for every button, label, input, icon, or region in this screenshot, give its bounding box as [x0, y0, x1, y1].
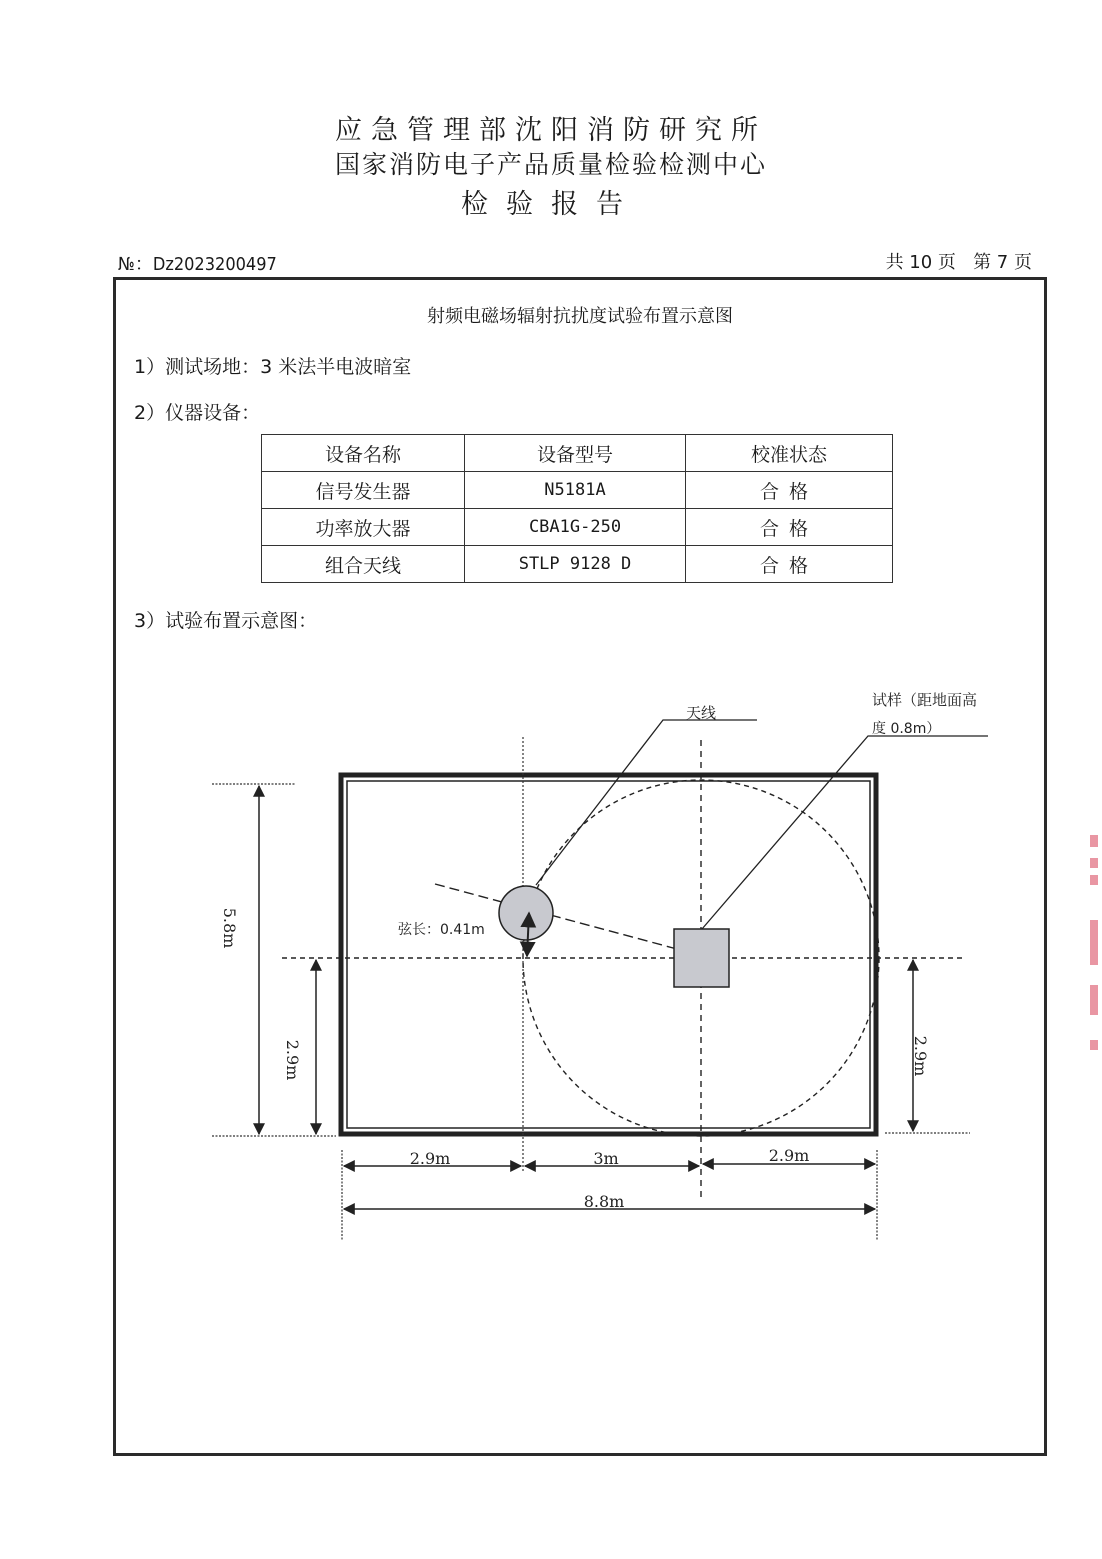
chamber-outline [341, 775, 876, 1134]
test-site-item: 1）测试场地：3 米法半电波暗室 [134, 356, 412, 378]
device-name: 组合天线 [262, 546, 465, 583]
seal-stamp-fragment [1090, 985, 1098, 1015]
seal-stamp-fragment [1090, 858, 1098, 868]
dim-width-mid-label: 3m [593, 1149, 619, 1168]
seal-stamp-fragment [1090, 875, 1098, 885]
sample-leader-line [702, 736, 988, 929]
antenna-beam-axis [435, 884, 703, 956]
chord-length-label: 弦长：0.41m [398, 922, 485, 938]
dim-width-right-label: 2.9m [768, 1146, 810, 1165]
device-name: 信号发生器 [262, 472, 465, 509]
dim-height-left-label: 2.9m [283, 1039, 302, 1081]
page-info: 共 10 页 第 7 页 [885, 252, 1032, 273]
sample-label-line-2: 度 0.8m） [872, 721, 941, 737]
report-number-label: №： [118, 254, 153, 275]
equipment-item: 2）仪器设备： [134, 402, 261, 424]
header-calibration-status: 校准状态 [686, 435, 893, 472]
calibration-status: 合格 [686, 509, 893, 546]
layout-diagram-item: 3）试验布置示意图： [134, 610, 318, 632]
organization-name: 应急管理部沈阳消防研究所 [335, 115, 767, 146]
dim-width-left-label: 2.9m [409, 1149, 451, 1168]
device-model: N5181A [465, 472, 686, 509]
calibration-status: 合格 [686, 472, 893, 509]
header-device-model: 设备型号 [465, 435, 686, 472]
sample-icon [674, 929, 729, 987]
calibration-status: 合格 [686, 546, 893, 583]
dim-width-total-label: 8.8m [583, 1192, 625, 1211]
dim-height-right-label: 2.9m [911, 1035, 930, 1077]
antenna-leader-line [536, 720, 757, 885]
sheet-title: 射频电磁场辐射抗扰度试验布置示意图 [427, 306, 733, 327]
seal-stamp-fragment [1090, 1040, 1098, 1050]
seal-stamp-fragment [1090, 835, 1098, 847]
report-title: 检验报告 [461, 189, 641, 220]
antenna-icon [499, 886, 553, 940]
antenna-label: 天线 [686, 704, 717, 722]
device-model: STLP 9128 D [465, 546, 686, 583]
center-name: 国家消防电子产品质量检验检测中心 [334, 150, 767, 179]
dim-height-total-label: 5.8m [220, 907, 239, 949]
device-model: CBA1G-250 [465, 509, 686, 546]
device-name: 功率放大器 [262, 509, 465, 546]
report-number-value: Dz2023200497 [152, 254, 277, 275]
sample-label-line-1: 试样（距地面高 [872, 691, 978, 709]
header-device-name: 设备名称 [262, 435, 465, 472]
seal-stamp-fragment [1090, 920, 1098, 965]
